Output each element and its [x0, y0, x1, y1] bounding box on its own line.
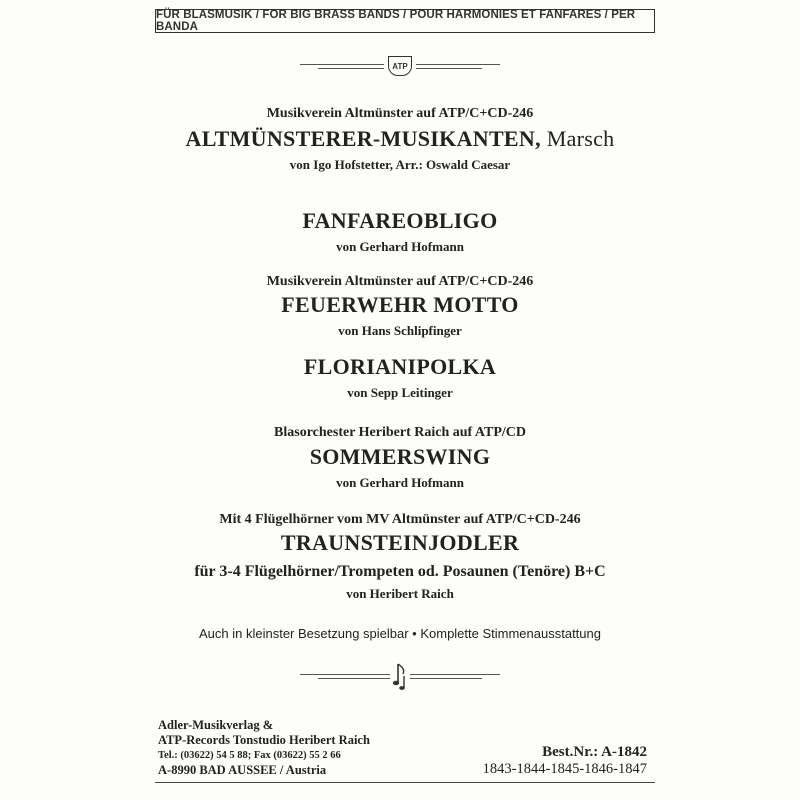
piece-title: FLORIANIPOLKA — [303, 354, 497, 379]
ornament-line — [318, 68, 384, 69]
piece-title — [0, 126, 800, 152]
ornament-line — [318, 678, 390, 679]
composer-line: von Heribert Raich — [346, 586, 454, 601]
publisher-block — [158, 718, 370, 778]
header-banner: FÜR BLASMUSIK / FOR BIG BRASS BANDS / POUR HARMONIES ET FANFARES / PER BANDA — [155, 9, 655, 33]
related-numbers: 1843-1844-1845-1846-1847 — [482, 761, 647, 777]
ornament-line — [300, 64, 384, 65]
piece-genre: Marsch — [546, 126, 615, 151]
publisher-studio: ATP-Records Tonstudio Heribert Raich — [158, 733, 370, 747]
publisher-phone: Tel.: (03622) 54 5 88; Fax (03622) 55 2 66 — [158, 750, 341, 761]
order-number: Best.Nr.: A-1842 — [542, 744, 647, 760]
piece-title: TRAUNSTEINJODLER — [280, 530, 520, 555]
piece-title: SOMMERSWING — [309, 444, 491, 469]
ornament-line — [410, 678, 482, 679]
composer-line: von Sepp Leitinger — [347, 385, 453, 400]
piece-title-text: ALTMÜNSTERER-MUSIKANTEN, — [185, 126, 541, 151]
edition-note: Auch in kleinster Besetzung spielbar • Komplette Stimmenausstattung — [199, 626, 601, 641]
ornament-line — [416, 68, 482, 69]
publisher-name: Adler-Musikverlag & — [158, 718, 274, 732]
ornament-line — [410, 674, 500, 675]
instrumentation-line: für 3-4 Flügelhörner/Trompeten od. Posaunen (Tenöre) B+C — [194, 563, 606, 580]
atp-logo: ATP — [388, 56, 412, 76]
recording-line: Musikverein Altmünster auf ATP/C+CD-246 — [266, 106, 534, 121]
composer-line: von Hans Schlipfinger — [338, 323, 462, 338]
ornament-line — [300, 674, 390, 675]
recording-line: Musikverein Altmünster auf ATP/C+CD-246 — [266, 274, 534, 289]
recording-line: Mit 4 Flügelhörner vom MV Altmünster auf ATP/C+CD-246 — [219, 512, 581, 527]
recording-line: Blasorchester Heribert Raich auf ATP/CD — [274, 425, 526, 440]
footer-rule — [155, 782, 655, 783]
composer-line: von Gerhard Hofmann — [336, 475, 464, 490]
publisher-address: A-8990 BAD AUSSEE / Austria — [158, 763, 327, 777]
composer-line: von Gerhard Hofmann — [336, 239, 464, 254]
music-note-icon — [392, 662, 410, 692]
order-block — [483, 744, 647, 778]
composer-line: von Igo Hofstetter, Arr.: Oswald Caesar — [289, 157, 511, 172]
piece-title: FANFAREOBLIGO — [302, 208, 498, 233]
piece-title: FEUERWEHR MOTTO — [281, 292, 519, 317]
ornament-line — [416, 64, 500, 65]
